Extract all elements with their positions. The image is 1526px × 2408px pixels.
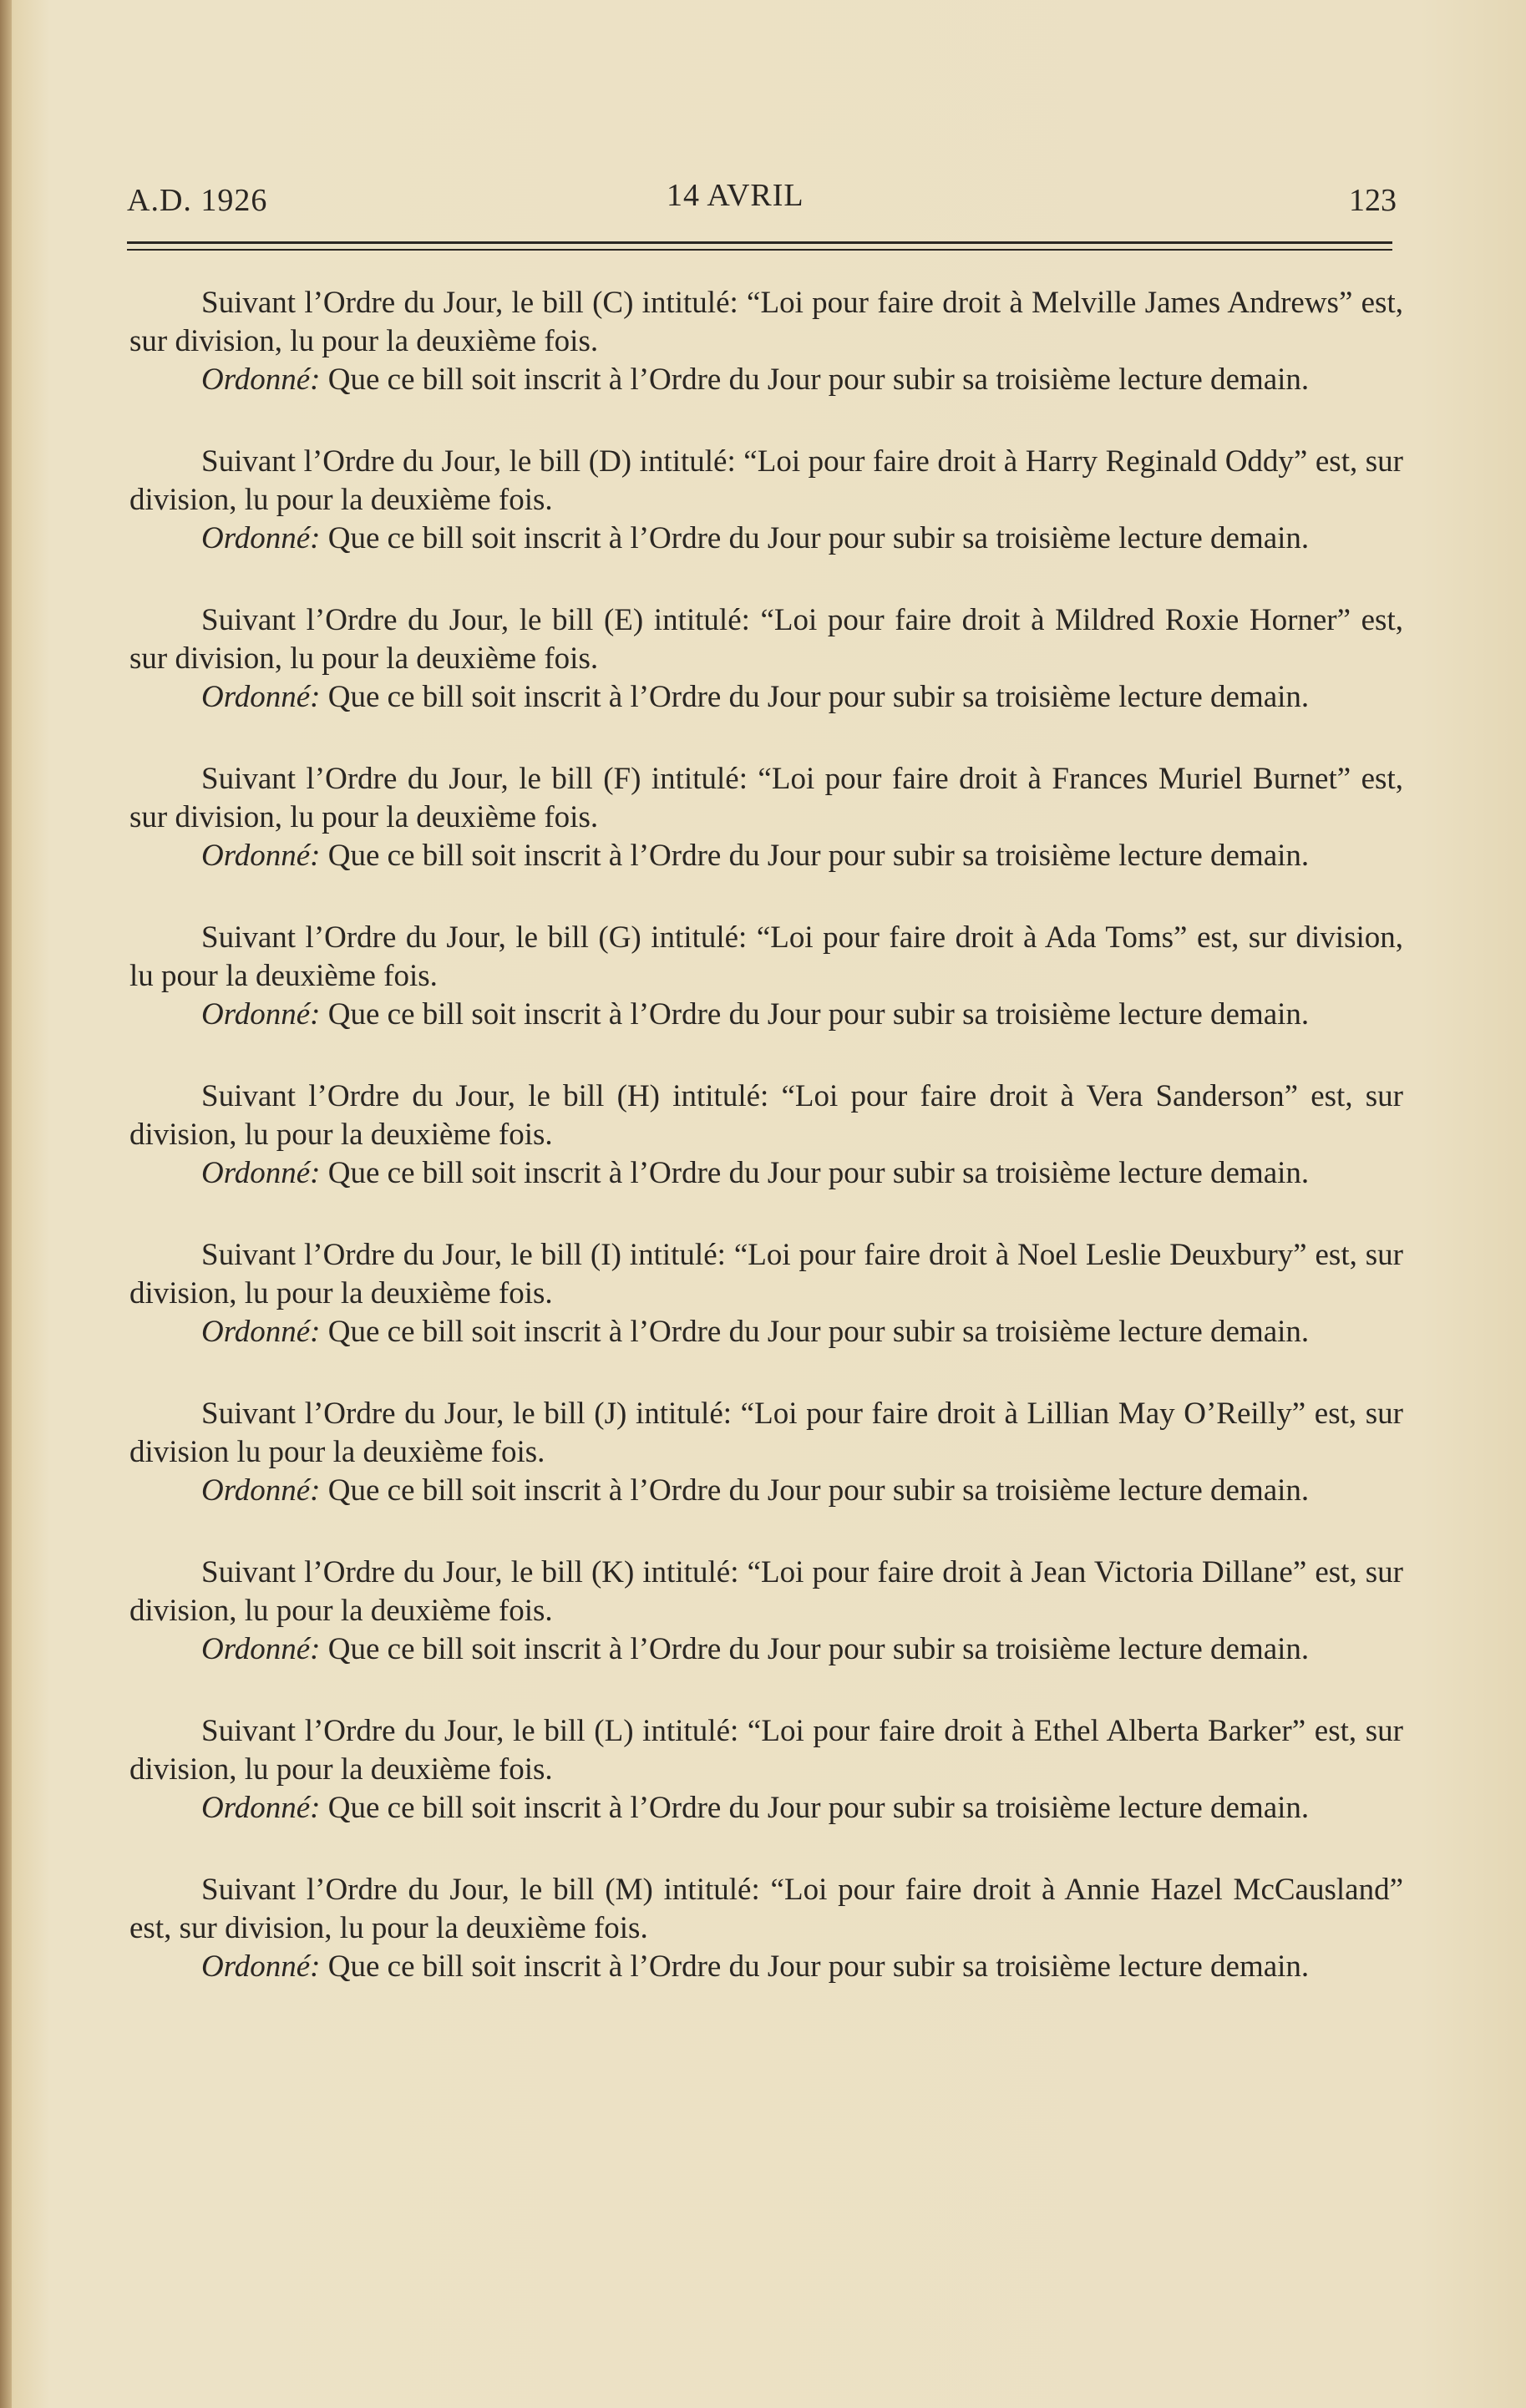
order-label: Ordonné: [201,1315,321,1349]
order-text: Que ce bill soit inscrit à l’Ordre du Jour pour subir sa troisième lecture demain. [320,1791,1310,1825]
order-label: Ordonné: [201,1949,321,1984]
entry-order [129,996,1403,1034]
order-text: Que ce bill soit inscrit à l’Ordre du Jour pour subir sa troisième lecture demain. [320,997,1310,1032]
order-label: Ordonné: [201,521,321,555]
order-label: Ordonné: [201,680,321,714]
entry-bill-e [129,601,1403,717]
order-label: Ordonné: [201,1791,321,1825]
entry-text: Suivant l’Ordre du Jour, le bill (E) intitulé: “Loi pour faire droit à Mildred Roxie Horner” est, sur division, lu pour la deuxième fois. [129,603,1403,676]
entry-bill-d [129,443,1403,558]
entry-text: Suivant l’Ordre du Jour, le bill (C) intitulé: “Loi pour faire droit à Melville James Andrews” est, sur division, lu pour la deuxième fois. [129,286,1403,358]
entry-order [129,520,1403,558]
order-label: Ordonné: [201,1473,321,1508]
order-text: Que ce bill soit inscrit à l’Ordre du Jour pour subir sa troisième lecture demain. [320,1632,1310,1666]
entry-order [129,1630,1403,1669]
entry-bill-l [129,1712,1403,1828]
entry-order [129,678,1403,717]
order-text: Que ce bill soit inscrit à l’Ordre du Jour pour subir sa troisième lecture demain. [320,1315,1310,1349]
entry-bill-m [129,1871,1403,1986]
binding-edge [0,0,12,2408]
entry-order [129,1472,1403,1510]
order-text: Que ce bill soit inscrit à l’Ordre du Jour pour subir sa troisième lecture demain. [320,521,1310,555]
entry-order [129,361,1403,399]
entry-text: Suivant l’Ordre du Jour, le bill (M) intitulé: “Loi pour faire droit à Annie Hazel McCausland” est, sur division, lu pour la deuxième fois. [129,1873,1403,1945]
order-label: Ordonné: [201,997,321,1032]
order-text: Que ce bill soit inscrit à l’Ordre du Jour pour subir sa troisième lecture demain. [320,839,1310,873]
entry-bill-g [129,919,1403,1034]
order-text: Que ce bill soit inscrit à l’Ordre du Jour pour subir sa troisième lecture demain. [320,1473,1310,1508]
entries-list [129,284,1403,2030]
entry-order [129,837,1403,875]
year-label: A.D. 1926 [127,183,268,218]
order-label: Ordonné: [201,362,321,397]
header-rule-bottom [127,249,1392,251]
entry-text: Suivant l’Ordre du Jour, le bill (I) intitulé: “Loi pour faire droit à Noel Leslie Deuxbury” est, sur division, lu pour la deuxième fois. [129,1238,1403,1310]
order-label: Ordonné: [201,1156,321,1190]
entry-order [129,1154,1403,1193]
entry-text: Suivant l’Ordre du Jour, le bill (L) intitulé: “Loi pour faire droit à Ethel Alberta Barker” est, sur division, lu pour la deuxième fois. [129,1714,1403,1787]
entry-text: Suivant l’Ordre du Jour, le bill (D) intitulé: “Loi pour faire droit à Harry Reginald Oddy” est, sur division, lu pour la deuxième fois. [129,444,1403,517]
header-rule-top [127,241,1392,244]
entry-bill-c [129,284,1403,399]
order-text: Que ce bill soit inscrit à l’Ordre du Jour pour subir sa troisième lecture demain. [320,1949,1310,1984]
entry-text: Suivant l’Ordre du Jour, le bill (K) intitulé: “Loi pour faire droit à Jean Victoria Dillane” est, sur division, lu pour la deuxième fois. [129,1555,1403,1628]
entry-order [129,1789,1403,1828]
order-text: Que ce bill soit inscrit à l’Ordre du Jour pour subir sa troisième lecture demain. [320,1156,1310,1190]
page-number: 123 [1349,183,1397,218]
entry-bill-f [129,760,1403,875]
entry-bill-k [129,1554,1403,1669]
order-text: Que ce bill soit inscrit à l’Ordre du Jour pour subir sa troisième lecture demain. [320,680,1310,714]
entry-text: Suivant l’Ordre du Jour, le bill (H) intitulé: “Loi pour faire droit à Vera Sanderson” est, sur division, lu pour la deuxième fois. [129,1079,1403,1152]
entry-order [129,1313,1403,1351]
order-label: Ordonné: [201,1632,321,1666]
entry-bill-j [129,1395,1403,1510]
order-label: Ordonné: [201,839,321,873]
date-label: 14 AVRIL [667,178,804,213]
entry-text: Suivant l’Ordre du Jour, le bill (F) intitulé: “Loi pour faire droit à Frances Muriel Burnet” est, sur division, lu pour la deuxième fois. [129,762,1403,834]
entry-text: Suivant l’Ordre du Jour, le bill (G) intitulé: “Loi pour faire droit à Ada Toms” est, sur division, lu pour la deuxième fois. [129,920,1403,993]
page-header [127,177,1397,227]
entry-text: Suivant l’Ordre du Jour, le bill (J) intitulé: “Loi pour faire droit à Lillian May O’Reilly” est, sur division lu pour la deuxième fois. [129,1397,1403,1469]
entry-bill-h [129,1077,1403,1193]
entry-order [129,1948,1403,1986]
order-text: Que ce bill soit inscrit à l’Ordre du Jour pour subir sa troisième lecture demain. [320,362,1310,397]
entry-bill-i [129,1236,1403,1351]
